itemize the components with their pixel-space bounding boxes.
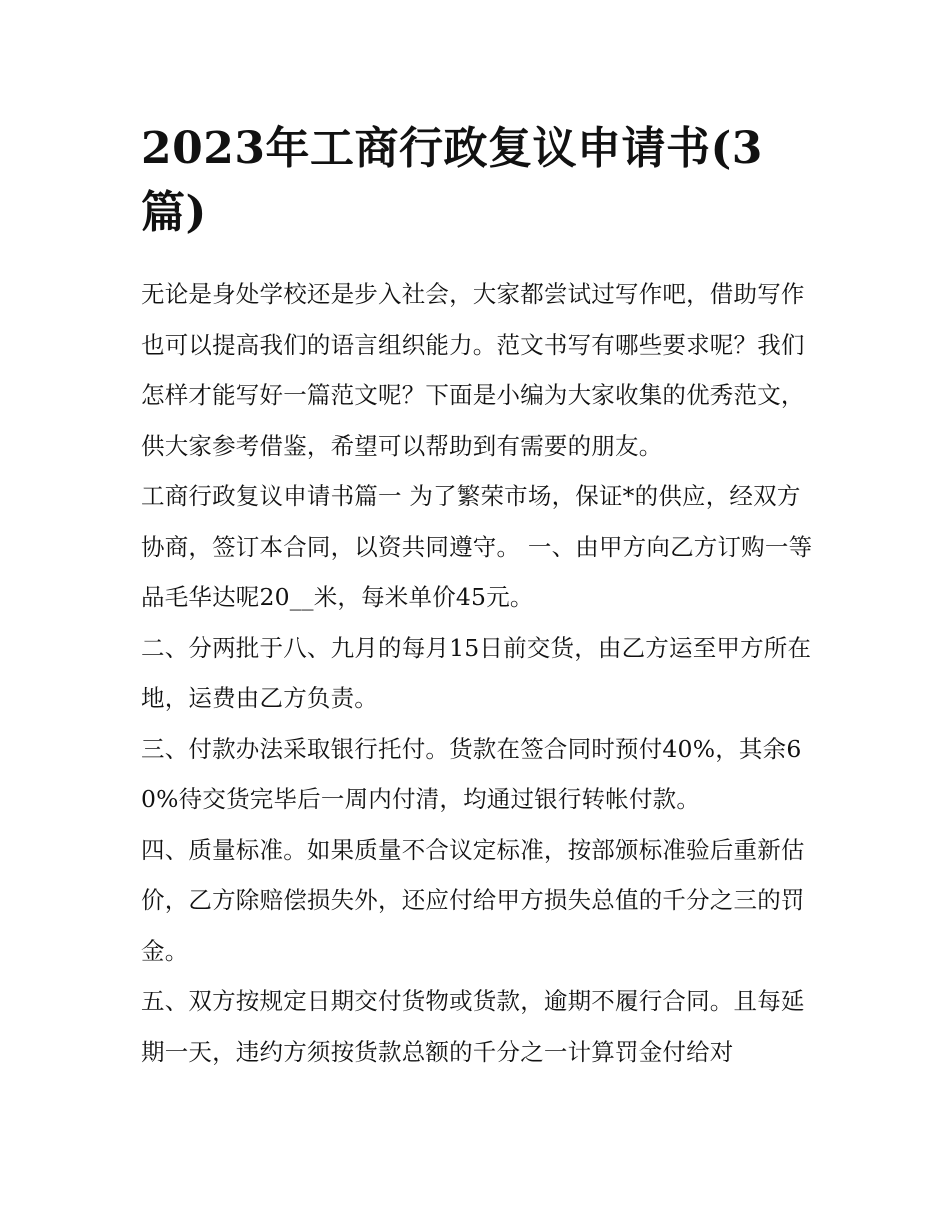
- document-title: 2023年工商行政复议申请书(3篇): [141, 123, 763, 238]
- document-page: [141, 117, 813, 1077]
- clause-three-paragraph: 三、付款办法采取银行托付。货款在签合同时预付40%，其余60%待交货完毕后一周内付清，均通过银行转帐付款。: [141, 734, 802, 813]
- clause-five-paragraph: 五、双方按规定日期交付货物或货款，逾期不履行合同。且每延期一天，违约方须按货款总额的千分之一计算罚金付给对: [141, 987, 805, 1066]
- contract-opening-paragraph: 工商行政复议申请书篇一 为了繁荣市场，保证*的供应，经双方协商，签订本合同，以资共同遵守。 一、由甲方向乙方订购一等品毛华达呢20__米，每米单价45元。: [141, 482, 813, 611]
- intro-paragraph: 无论是身处学校还是步入社会，大家都尝试过写作吧，借助写作也可以提高我们的语言组织能力。范文书写有哪些要求呢？我们怎样才能写好一篇范文呢？下面是小编为大家收集的优秀范文，供大家参考借鉴，希望可以帮助到有需要的朋友。: [141, 280, 805, 460]
- clause-four-paragraph: 四、质量标准。如果质量不合议定标准，按部颁标准验后重新估价，乙方除赔偿损失外，还应付给甲方损失总值的千分之三的罚金。: [141, 835, 805, 965]
- document-body: [141, 269, 813, 1077]
- clause-two-paragraph: 二、分两批于八、九月的每月15日前交货，由乙方运至甲方所在地，运费由乙方负责。: [141, 633, 812, 712]
